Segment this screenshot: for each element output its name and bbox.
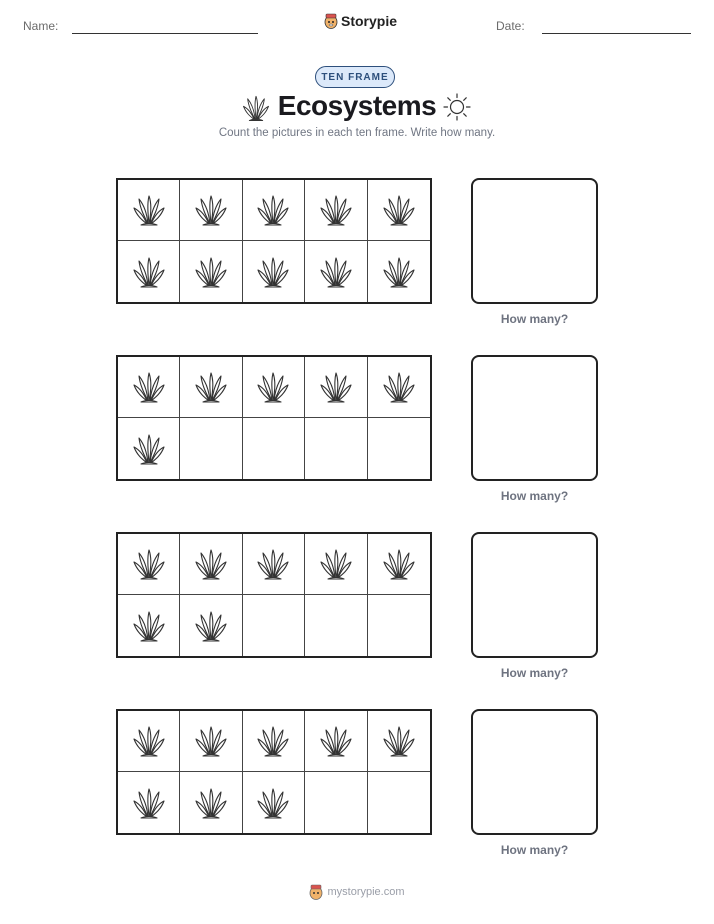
brand-logo bbox=[324, 13, 397, 29]
empty-cell bbox=[368, 772, 430, 833]
filled-cell bbox=[118, 772, 180, 833]
seaweed-icon bbox=[381, 254, 417, 290]
seaweed-icon bbox=[131, 192, 167, 228]
name-label: Name: bbox=[23, 19, 59, 33]
answer-box-2[interactable] bbox=[471, 355, 598, 481]
filled-cell bbox=[118, 357, 180, 418]
filled-cell bbox=[180, 357, 242, 418]
seaweed-icon bbox=[131, 369, 167, 405]
seaweed-icon bbox=[193, 192, 229, 228]
empty-cell bbox=[305, 418, 367, 479]
filled-cell bbox=[305, 711, 367, 772]
filled-cell bbox=[180, 772, 242, 833]
seaweed-icon bbox=[193, 369, 229, 405]
filled-cell bbox=[118, 711, 180, 772]
seaweed-icon bbox=[318, 254, 354, 290]
filled-cell bbox=[368, 534, 430, 595]
answer-box-1[interactable] bbox=[471, 178, 598, 304]
seaweed-icon bbox=[381, 723, 417, 759]
how-many-label-2: How many? bbox=[500, 489, 569, 503]
filled-cell bbox=[118, 534, 180, 595]
empty-cell bbox=[305, 772, 367, 833]
filled-cell bbox=[305, 534, 367, 595]
brand-name: Storypie bbox=[341, 13, 398, 29]
filled-cell bbox=[368, 711, 430, 772]
seaweed-icon bbox=[131, 431, 167, 467]
seaweed-icon bbox=[255, 192, 291, 228]
seaweed-icon bbox=[381, 192, 417, 228]
filled-cell bbox=[305, 357, 367, 418]
seaweed-icon bbox=[193, 785, 229, 821]
filled-cell bbox=[180, 595, 242, 656]
seaweed-icon bbox=[131, 546, 167, 582]
date-line[interactable] bbox=[542, 33, 691, 34]
storypie-mascot-icon bbox=[309, 884, 323, 900]
seaweed-icon bbox=[255, 546, 291, 582]
footer-site: mystorypie.com bbox=[327, 886, 405, 898]
seaweed-icon bbox=[318, 546, 354, 582]
answer-box-3[interactable] bbox=[471, 532, 598, 658]
worksheet-title: Ecosystems bbox=[277, 90, 437, 121]
empty-cell bbox=[368, 595, 430, 656]
seaweed-icon bbox=[193, 723, 229, 759]
seaweed-icon bbox=[318, 369, 354, 405]
filled-cell bbox=[305, 241, 367, 302]
filled-cell bbox=[118, 241, 180, 302]
empty-cell bbox=[368, 418, 430, 479]
filled-cell bbox=[243, 357, 305, 418]
filled-cell bbox=[118, 418, 180, 479]
seaweed-icon bbox=[131, 608, 167, 644]
how-many-label-4: How many? bbox=[500, 843, 569, 857]
filled-cell bbox=[180, 711, 242, 772]
how-many-label-3: How many? bbox=[500, 666, 569, 680]
filled-cell bbox=[243, 241, 305, 302]
filled-cell bbox=[243, 180, 305, 241]
filled-cell bbox=[368, 241, 430, 302]
sun-icon bbox=[442, 92, 472, 122]
seaweed-icon bbox=[381, 546, 417, 582]
filled-cell bbox=[180, 241, 242, 302]
seaweed-icon bbox=[255, 723, 291, 759]
footer bbox=[0, 884, 714, 900]
seaweed-icon bbox=[255, 369, 291, 405]
ten-frame-3 bbox=[116, 532, 432, 658]
empty-cell bbox=[243, 595, 305, 656]
filled-cell bbox=[368, 180, 430, 241]
ten-frame-2 bbox=[116, 355, 432, 481]
instructions: Count the pictures in each ten frame. Write how many. bbox=[218, 127, 496, 139]
seaweed-icon bbox=[193, 608, 229, 644]
seaweed-icon bbox=[193, 546, 229, 582]
seaweed-icon bbox=[381, 369, 417, 405]
filled-cell bbox=[180, 534, 242, 595]
seaweed-icon bbox=[318, 192, 354, 228]
empty-cell bbox=[180, 418, 242, 479]
ten-frame-badge: TEN FRAME bbox=[315, 66, 395, 88]
seaweed-icon bbox=[318, 723, 354, 759]
storypie-mascot-icon bbox=[324, 13, 338, 29]
seaweed-icon bbox=[255, 785, 291, 821]
filled-cell bbox=[305, 180, 367, 241]
empty-cell bbox=[305, 595, 367, 656]
seaweed-icon bbox=[255, 254, 291, 290]
filled-cell bbox=[243, 711, 305, 772]
seaweed-icon bbox=[131, 723, 167, 759]
seaweed-icon bbox=[193, 254, 229, 290]
seaweed-icon bbox=[131, 785, 167, 821]
empty-cell bbox=[243, 418, 305, 479]
ten-frame-4 bbox=[116, 709, 432, 835]
filled-cell bbox=[368, 357, 430, 418]
date-label: Date: bbox=[496, 19, 525, 33]
filled-cell bbox=[118, 180, 180, 241]
filled-cell bbox=[180, 180, 242, 241]
name-line[interactable] bbox=[72, 33, 258, 34]
filled-cell bbox=[243, 534, 305, 595]
ten-frame-1 bbox=[116, 178, 432, 304]
filled-cell bbox=[118, 595, 180, 656]
filled-cell bbox=[243, 772, 305, 833]
answer-box-4[interactable] bbox=[471, 709, 598, 835]
seaweed-icon bbox=[131, 254, 167, 290]
how-many-label-1: How many? bbox=[500, 312, 569, 326]
